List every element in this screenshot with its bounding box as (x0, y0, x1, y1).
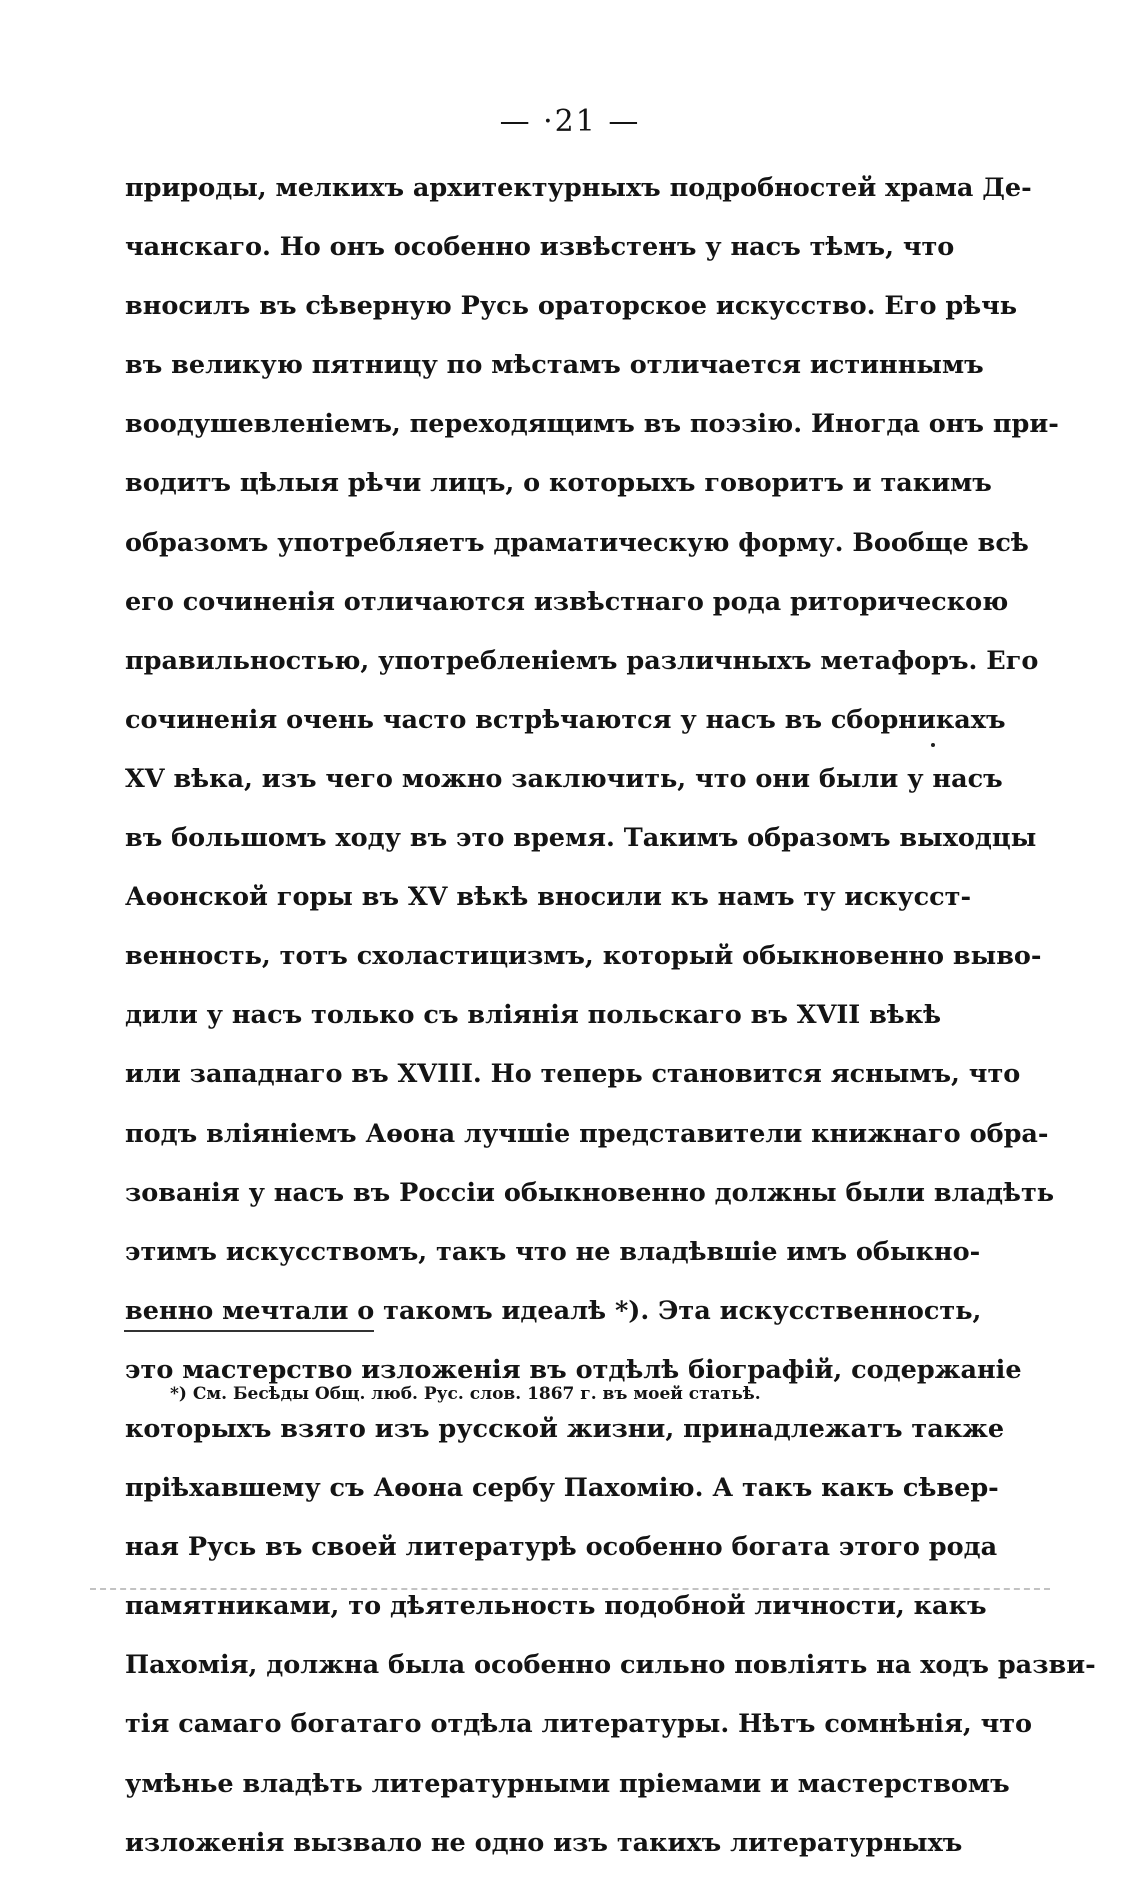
text-line: правильностью, употребленіемъ различныхъ метафоръ. Его (125, 645, 1039, 676)
footnote: *) См. Бесѣды Общ. люб. Рус. слов. 1867 г. въ моей статьѣ. (170, 1384, 761, 1404)
text-line: которыхъ взято изъ русской жизни, принадлежатъ также (125, 1413, 1005, 1444)
text-line: пріѣхавшему съ Аѳона сербу Пахомію. А такъ какъ сѣвер- (125, 1473, 999, 1504)
text-line: его сочиненія отличаются извѣстнаго рода риторическою (125, 586, 1009, 617)
text-line: это мастерство изложенія въ отдѣлѣ біографій, содержаніе (125, 1354, 1022, 1385)
text-line: XV вѣка, изъ чего можно заключить, что они были у насъ (125, 763, 1003, 794)
text-line: ная Русь въ своей литературѣ особенно богата этого рода (125, 1532, 998, 1563)
text-line: венность, тотъ схоластицизмъ, который обыкновенно выво- (125, 941, 1042, 972)
footnote-divider (124, 1330, 374, 1332)
text-line: дили у насъ только съ вліянія польскаго въ XVII вѣкѣ (125, 1000, 942, 1031)
text-line: Аѳонской горы въ XV вѣкѣ вносили къ намъ ту искусст- (125, 882, 972, 913)
text-line: или западнаго въ XVIII. Но теперь становится яснымъ, что (125, 1059, 1021, 1090)
text-line: образомъ употребляетъ драматическую форму. Вообще всѣ (125, 527, 1029, 558)
text-line: подъ вліяніемъ Аѳона лучшіе представители книжнаго обра- (125, 1118, 1049, 1149)
text-line: чанскаго. Но онъ особенно извѣстенъ у насъ тѣмъ, что (125, 232, 955, 263)
scan-edge-artifact (90, 1588, 1050, 1594)
text-line: въ большомъ ходу въ это время. Такимъ образомъ выходцы (125, 823, 1037, 854)
text-line: зованія у насъ въ Россіи обыкновенно должны были владѣть (125, 1177, 1055, 1208)
text-line: венно мечтали о такомъ идеалѣ *). Эта искусственность, (125, 1295, 982, 1326)
text-line: водитъ цѣлыя рѣчи лицъ, о которыхъ говоритъ и такимъ (125, 468, 992, 499)
page-number: — ·21 — (499, 104, 641, 139)
text-line: воодушевленіемъ, переходящимъ въ поэзію. Иногда онъ при- (125, 409, 1059, 440)
text-line: тія самаго богатаго отдѣла литературы. Нѣтъ сомнѣнія, что (125, 1709, 1033, 1740)
text-line: памятниками, то дѣятельность подобной личности, какъ (125, 1591, 987, 1622)
margin-speck (931, 743, 935, 747)
text-line: этимъ искусствомъ, такъ что не владѣвшіе имъ обыкно- (125, 1236, 981, 1267)
text-line: вносилъ въ сѣверную Русь ораторское искусство. Его рѣчь (125, 291, 1018, 322)
text-line: въ великую пятницу по мѣстамъ отличается истиннымъ (125, 350, 984, 381)
text-line: сочиненія очень часто встрѣчаются у насъ въ сборникахъ (125, 704, 1006, 735)
body-text (125, 168, 1096, 1882)
text-line: изложенія вызвало не одно изъ такихъ литературныхъ (125, 1827, 963, 1858)
text-line: Пахомія, должна была особенно сильно повліять на ходъ разви- (125, 1650, 1096, 1681)
text-line: природы, мелкихъ архитектурныхъ подробностей храма Де- (125, 173, 1032, 203)
text-line: умѣнье владѣть литературными пріемами и мастерствомъ (125, 1768, 1010, 1799)
